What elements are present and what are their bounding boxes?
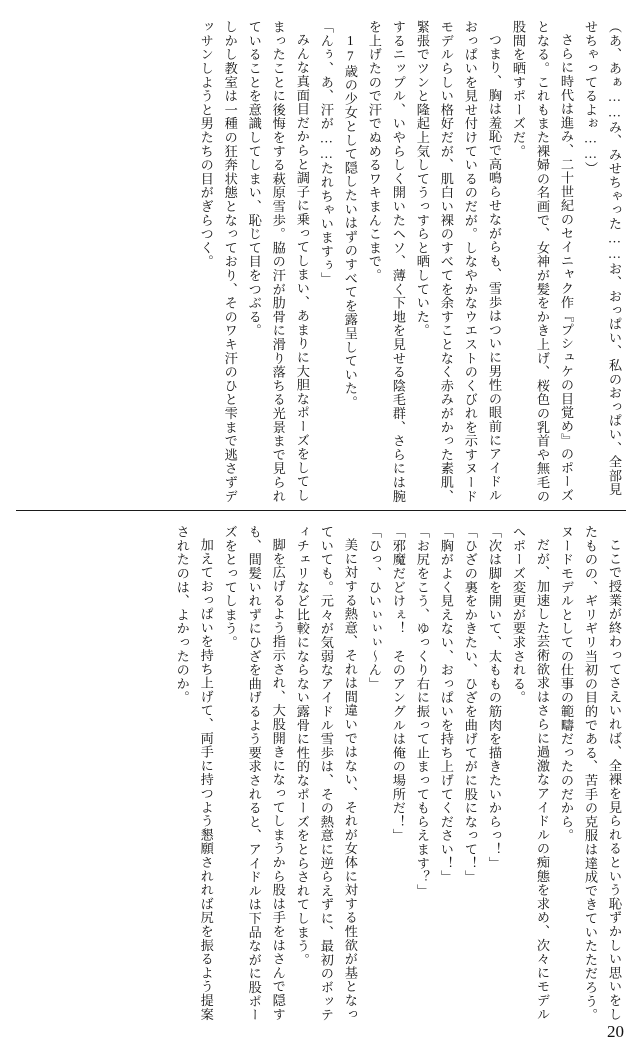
text-block-top xyxy=(16,14,626,504)
paragraph: さらに時代は進み、二十世紀のセイニャク作『プシュケの目覚め』のポーズとなる。これもまた裸婦の名画で、女神が髪をかき上げ、桜色の乳首や無毛の股間を晒すポーズだ。 xyxy=(510,20,574,503)
paragraph: 「胸がよく見えない、おっぱいを持ち上げてください！」 xyxy=(438,525,454,884)
text-block-bottom xyxy=(16,519,626,1023)
paragraph: つまり、胸は羞恥で高鳴らせながらも、雪歩はついに男性の眼前にアイドルおっぱいを見せ付けているのだが。しなやかなウエストのくびれを示すヌードモデルらしい格好だが、肌白い裸のすべてを余すことなく赤みがかった素肌、緊張でツンと隆起上気してうっすらと晒していた。 xyxy=(414,20,502,503)
paragraph: 17歳の少女として隠したいはずのすべてを露呈していた。 xyxy=(342,33,358,410)
section-divider xyxy=(16,510,626,511)
paragraph: 加えておっぱいを持ち上げて、両手に持つよう懇願されれば尻を振るよう提案されたのは、よかったのか。 xyxy=(174,525,214,1022)
paragraph: （あ、あぁ……み、みせちゃった……お、おっぱい、私のおっぱい、全部見せちゃってるよぉ……） xyxy=(582,20,622,497)
paragraph: だが、加速した芸術欲求はさらに過激なアイドルの痴態を求め、次々にモデルへポーズ変更が要求される。 xyxy=(510,525,550,1022)
page-number: 20 xyxy=(607,1022,624,1041)
paragraph: 「ひっ、ひいぃぃぃ～ん」 xyxy=(366,525,382,691)
paragraph: 美に対する熱意、それは間違いではない、それが女体に対する性欲が基となっていても。元々が気弱なアイドル雪歩は、その熱意に逆らえずに、最初のボッティチェリなど比較にならない露骨に性的なポーズをとらされてしまう。 xyxy=(294,525,358,1022)
paragraph: しかし教室は一種の狂奔状態となっており、そのワキ汗のひと雫まで逃さずデッサンしようと男たちの目がぎらつく。 xyxy=(198,20,238,503)
paragraph: 脚を広げるよう指示され、大股開きになってしまうから股は手をはさんで隠すも、間髪いれずにひざを曲げるよう要求されると、アイドルは下品ながに股ポーズをとってしまう。 xyxy=(222,525,286,1022)
paragraph: 「お尻をこう、ゆっくり右に振って止まってもらえます？」 xyxy=(414,525,430,898)
paragraph: 「次は脚を開いて、太ももの筋肉を描きたいからっ！」 xyxy=(486,525,502,870)
paragraph: するニップル、いやらしく開いたヘソ、薄く下地を見せる陰毛群、さらには腕を上げたので汗でぬめるワキまんこまで。 xyxy=(366,20,406,503)
paragraph: みんな真面目だからと調子に乗ってしまい、あまりに大胆なポーズをしてしまったことに後悔をする萩原雪歩。脇の汗が肋骨に滑り落ちる光景まで見られていることを意識してしまい、恥じて目をつぶる。 xyxy=(246,20,310,503)
paragraph: 「んぅ、あ、汗が……たれちゃいますぅ」 xyxy=(318,20,334,286)
paragraph: 「ひざの裏をかきたい、ひざを曲げてがに股になって！」 xyxy=(462,525,478,884)
paragraph: ここで授業が終わってさえいれば、全裸を見られるという恥ずかしい思いをしたものの、ギリギリ当初の目的である、苦手の克服は達成できていたただろう。ヌードモデルとしての仕事の範疇だったのだから。 xyxy=(558,525,622,1022)
paragraph: 「邪魔だどけぇ！ そのアングルは俺の場所だ！」 xyxy=(390,525,406,843)
